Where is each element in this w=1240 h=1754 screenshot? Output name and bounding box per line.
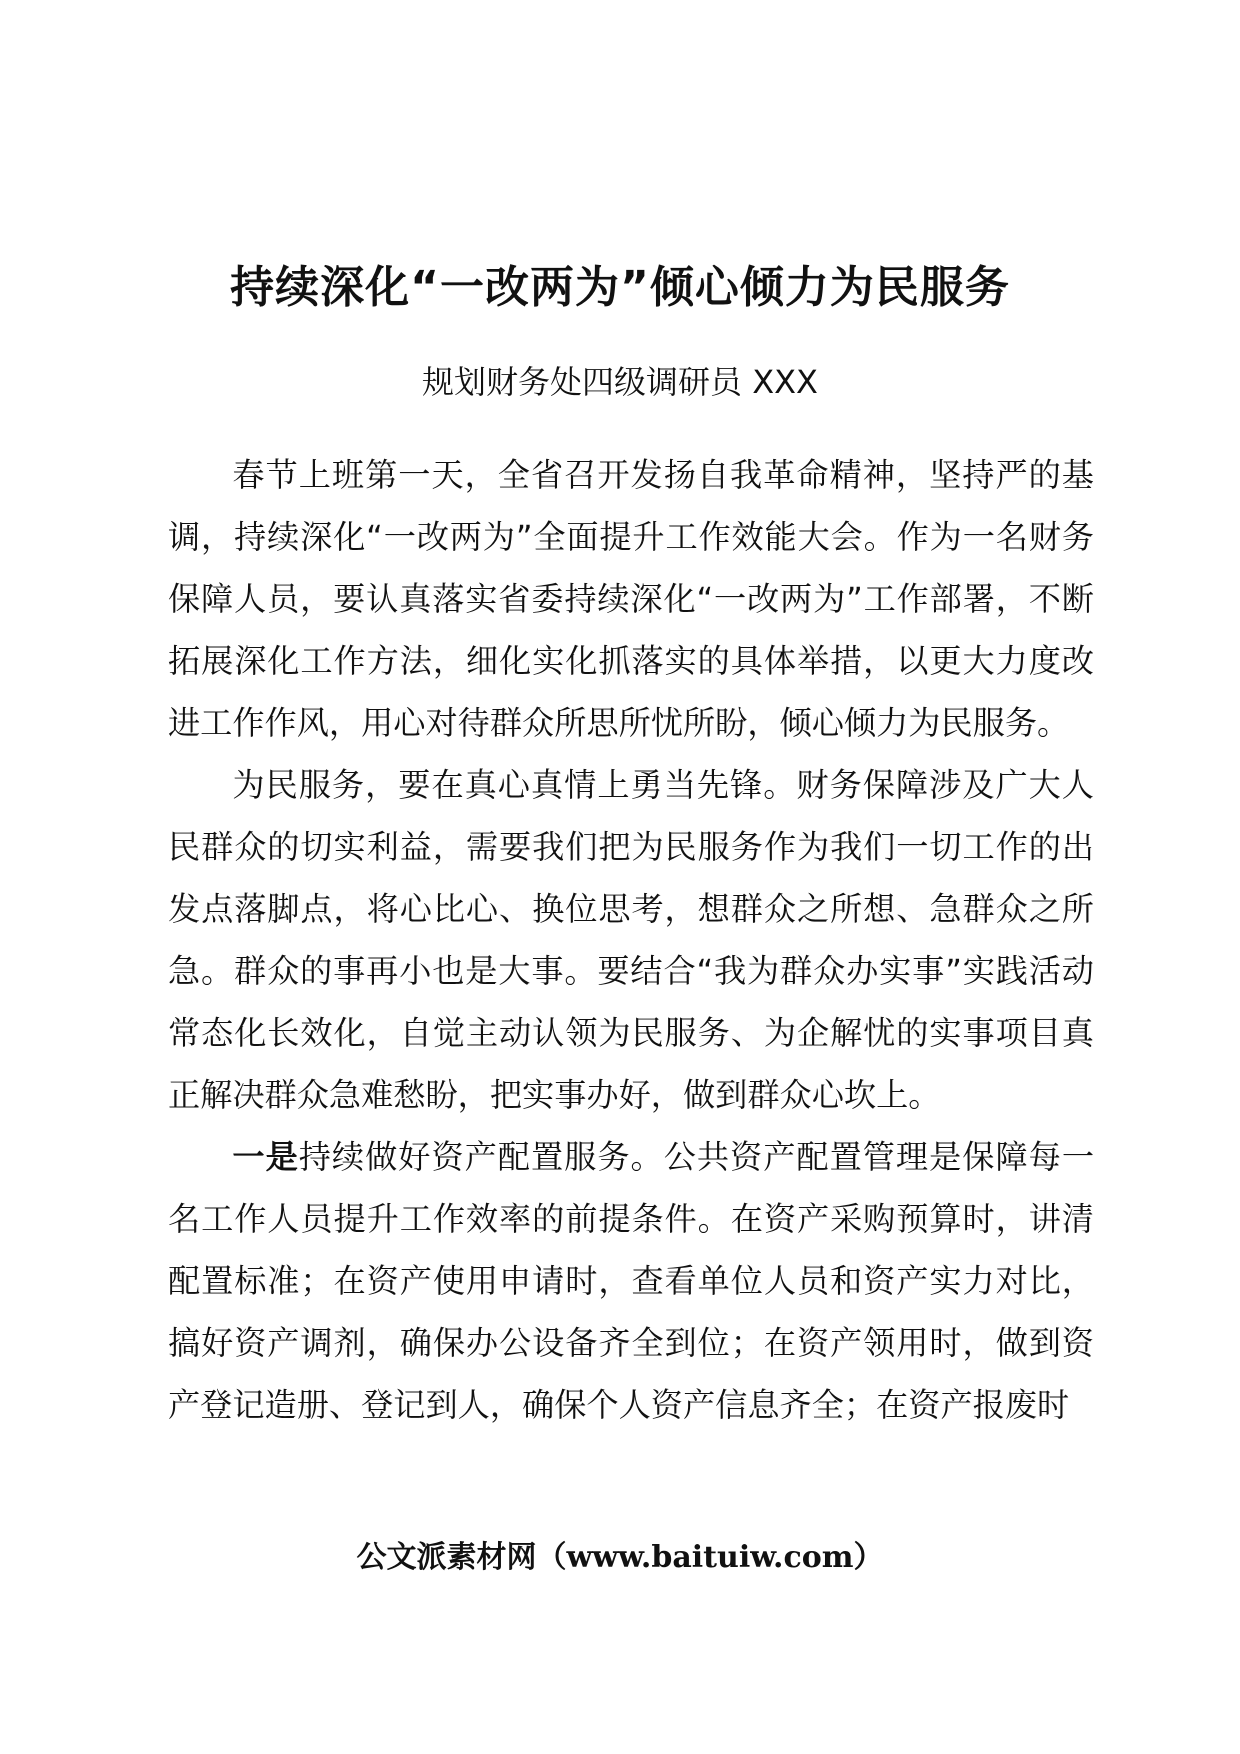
paragraph-1 [168, 444, 1094, 754]
paragraph-text: 为民服务，要在真心真情上勇当先锋。财务保障涉及广大人民群众的切实利益，需要我们把为民服务作为我们一切工作的出发点落脚点，将心比心、换位思考，想群众之所想、急群众之所急。群众的事再小也是大事。要结合“我为群众办实事”实践活动常态化长效化，自觉主动认领为民服务、为企解忧的实事项目真正解决群众急难愁盼，把实事办好，做到群众心坎上。 [168, 766, 1094, 1114]
document-title: 持续深化“一改两为”倾心倾力为民服务 [230, 262, 1010, 313]
paragraph-text: 春节上班第一天，全省召开发扬自我革命精神，坚持严的基调，持续深化“一改两为”全面提升工作效能大会。作为一名财务保障人员，要认真落实省委持续深化“一改两为”工作部署，不断拓展深化工作方法，细化实化抓落实的具体举措，以更大力度改进工作作风，用心对待群众所思所忧所盼，倾心倾力为民服务。 [168, 456, 1094, 742]
document-body [168, 444, 1094, 1436]
paragraph-3 [168, 1126, 1094, 1436]
footer-watermark: 公文派素材网（www.baituiw.com） [356, 1540, 884, 1575]
paragraph-lead: 一是 [232, 1138, 299, 1176]
author-line: 规划财务处四级调研员 XXX [422, 363, 818, 401]
paragraph-text: 持续做好资产配置服务。公共资产配置管理是保障每一名工作人员提升工作效率的前提条件。在资产采购预算时，讲清配置标准；在资产使用申请时，查看单位人员和资产实力对比，搞好资产调剂，确保办公设备齐全到位；在资产领用时，做到资产登记造册、登记到人，确保个人资产信息齐全；在资产报废时 [168, 1138, 1095, 1424]
paragraph-2 [168, 754, 1094, 1126]
